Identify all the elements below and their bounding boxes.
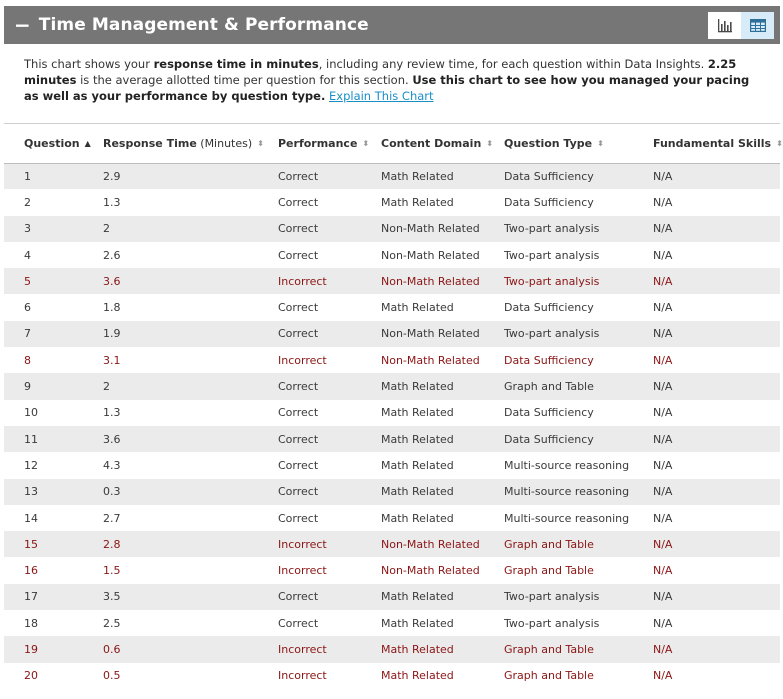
cell-fundamental-skills: N/A bbox=[653, 268, 780, 294]
table-row bbox=[4, 663, 780, 689]
cell-response-time: 3.5 bbox=[103, 584, 278, 610]
cell-question-number: 8 bbox=[24, 353, 31, 367]
desc-bold-1: response time in minutes bbox=[153, 57, 319, 71]
column-label: Response Time bbox=[103, 136, 197, 150]
column-label: Performance bbox=[278, 136, 358, 150]
cell-content-domain: Math Related bbox=[381, 479, 504, 505]
cell-fundamental-skills: N/A bbox=[653, 321, 780, 347]
column-header-content-domain[interactable] bbox=[381, 124, 504, 163]
cell-fundamental-skills: N/A bbox=[653, 301, 673, 315]
cell-response-time: 1.5 bbox=[103, 564, 121, 578]
cell-fundamental-skills: N/A bbox=[653, 636, 780, 662]
table-row bbox=[4, 373, 780, 399]
cell-question-type: Data Sufficiency bbox=[504, 195, 594, 209]
cell-question-type: Graph and Table bbox=[504, 373, 653, 399]
cell-performance: Correct bbox=[278, 426, 381, 452]
cell-content-domain: Math Related bbox=[381, 584, 504, 610]
cell-fundamental-skills: N/A bbox=[653, 353, 673, 367]
sort-icon[interactable]: ⬍ bbox=[597, 138, 604, 148]
cell-content-domain: Math Related bbox=[381, 426, 504, 452]
cell-content-domain: Math Related bbox=[381, 301, 454, 315]
table-row bbox=[4, 636, 780, 662]
table-row bbox=[4, 557, 780, 583]
view-toggle bbox=[708, 12, 774, 39]
cell-response-time: 1.3 bbox=[103, 195, 121, 209]
cell-content-domain: Non-Math Related bbox=[381, 216, 504, 242]
cell-performance: Correct bbox=[278, 163, 381, 189]
cell-performance: Correct bbox=[278, 511, 319, 525]
cell-performance: Incorrect bbox=[278, 531, 381, 557]
table-row bbox=[4, 163, 780, 189]
table-row bbox=[4, 400, 780, 426]
cell-response-time: 0.6 bbox=[103, 636, 278, 662]
cell-question-number: 9 bbox=[4, 373, 103, 399]
table-row bbox=[4, 479, 780, 505]
table-row bbox=[4, 321, 780, 347]
cell-response-time: 2.8 bbox=[103, 531, 278, 557]
table-row bbox=[4, 294, 780, 320]
cell-content-domain: Non-Math Related bbox=[381, 248, 480, 262]
cell-response-time: 3.1 bbox=[103, 353, 121, 367]
cell-response-time: 3.6 bbox=[103, 426, 278, 452]
cell-question-type: Multi-source reasoning bbox=[504, 458, 630, 472]
cell-response-time: 2.7 bbox=[103, 511, 121, 525]
column-header-performance[interactable] bbox=[278, 124, 381, 163]
cell-performance: Correct bbox=[278, 584, 381, 610]
column-label: Question Type bbox=[504, 136, 593, 150]
cell-performance: Correct bbox=[278, 458, 319, 472]
cell-performance: Correct bbox=[278, 373, 381, 399]
cell-content-domain: Math Related bbox=[381, 616, 454, 630]
cell-fundamental-skills: N/A bbox=[653, 564, 673, 578]
cell-question-type: Two-part analysis bbox=[504, 248, 600, 262]
cell-performance: Correct bbox=[278, 479, 381, 505]
cell-question-number: 1 bbox=[4, 163, 103, 189]
cell-fundamental-skills: N/A bbox=[653, 406, 673, 420]
cell-content-domain: Math Related bbox=[381, 373, 504, 399]
cell-response-time: 2.6 bbox=[103, 248, 121, 262]
table-row bbox=[4, 189, 780, 215]
cell-question-type: Data Sufficiency bbox=[504, 163, 653, 189]
cell-question-type: Graph and Table bbox=[504, 531, 653, 557]
cell-performance: Incorrect bbox=[278, 268, 381, 294]
table-row bbox=[4, 610, 780, 636]
column-label: Question bbox=[24, 136, 80, 150]
cell-question-type: Data Sufficiency bbox=[504, 406, 594, 420]
cell-response-time: 2 bbox=[103, 216, 278, 242]
cell-content-domain: Non-Math Related bbox=[381, 353, 480, 367]
cell-response-time: 3.6 bbox=[103, 268, 278, 294]
table-grid-icon bbox=[750, 19, 766, 32]
cell-question-number: 12 bbox=[24, 458, 38, 472]
table-body bbox=[4, 163, 780, 689]
sort-icon[interactable]: ⬍ bbox=[776, 138, 783, 148]
cell-performance: Correct bbox=[278, 406, 319, 420]
bar-chart-icon bbox=[717, 19, 733, 33]
explain-chart-link[interactable]: Explain This Chart bbox=[329, 89, 434, 103]
cell-question-type: Multi-source reasoning bbox=[504, 479, 653, 505]
cell-response-time: 1.8 bbox=[103, 301, 121, 315]
cell-content-domain: Non-Math Related bbox=[381, 531, 504, 557]
cell-performance: Correct bbox=[278, 301, 319, 315]
chart-description bbox=[24, 56, 764, 104]
cell-content-domain: Math Related bbox=[381, 458, 454, 472]
section-title: Time Management & Performance bbox=[38, 15, 369, 35]
sort-icon[interactable]: ⬍ bbox=[257, 138, 264, 148]
cell-response-time: 2.5 bbox=[103, 616, 121, 630]
table-row bbox=[4, 426, 780, 452]
cell-response-time: 2.9 bbox=[103, 163, 278, 189]
cell-fundamental-skills: N/A bbox=[653, 163, 780, 189]
cell-question-number: 13 bbox=[4, 479, 103, 505]
cell-question-number: 19 bbox=[4, 636, 103, 662]
column-unit: (Minutes) bbox=[196, 136, 253, 150]
cell-content-domain: Non-Math Related bbox=[381, 564, 480, 578]
cell-question-number: 10 bbox=[24, 406, 38, 420]
cell-question-type: Two-part analysis bbox=[504, 268, 653, 294]
column-header-response-time[interactable] bbox=[103, 124, 278, 163]
cell-question-type: Data Sufficiency bbox=[504, 353, 594, 367]
cell-fundamental-skills: N/A bbox=[653, 511, 673, 525]
cell-question-number: 16 bbox=[24, 564, 38, 578]
desc-text-3: is the average allotted time per question for this section. bbox=[76, 73, 413, 87]
cell-performance: Correct bbox=[278, 216, 381, 242]
cell-content-domain: Math Related bbox=[381, 406, 454, 420]
cell-question-number: 5 bbox=[4, 268, 103, 294]
cell-content-domain: Non-Math Related bbox=[381, 321, 504, 347]
sort-icon[interactable]: ⬍ bbox=[486, 138, 493, 148]
cell-question-number: 6 bbox=[24, 301, 31, 315]
cell-performance: Incorrect bbox=[278, 564, 327, 578]
cell-question-type: Two-part analysis bbox=[504, 584, 653, 610]
cell-fundamental-skills: N/A bbox=[653, 373, 780, 399]
cell-response-time: 2 bbox=[103, 373, 278, 399]
section-header[interactable] bbox=[4, 6, 780, 44]
column-header-fundamental-skills[interactable] bbox=[653, 124, 783, 163]
cell-response-time: 4.3 bbox=[103, 458, 121, 472]
cell-question-type: Multi-source reasoning bbox=[504, 511, 630, 525]
cell-question-number: 2 bbox=[24, 195, 31, 209]
collapse-icon[interactable]: − bbox=[14, 13, 31, 37]
cell-question-type: Graph and Table bbox=[504, 669, 594, 683]
cell-response-time: 1.9 bbox=[103, 321, 278, 347]
table-row bbox=[4, 242, 780, 268]
sort-ascending-icon[interactable]: ▲ bbox=[84, 138, 91, 148]
cell-question-number: 4 bbox=[24, 248, 31, 262]
cell-question-number: 7 bbox=[4, 321, 103, 347]
cell-question-type: Graph and Table bbox=[504, 636, 653, 662]
cell-content-domain: Math Related bbox=[381, 163, 504, 189]
table-row bbox=[4, 347, 780, 373]
column-header-question-type[interactable] bbox=[504, 124, 653, 163]
cell-fundamental-skills: N/A bbox=[653, 426, 780, 452]
cell-question-number: 18 bbox=[24, 616, 38, 630]
table-row bbox=[4, 268, 780, 294]
cell-question-type: Two-part analysis bbox=[504, 321, 653, 347]
cell-question-number: 14 bbox=[24, 511, 38, 525]
table-row bbox=[4, 505, 780, 531]
table-row bbox=[4, 531, 780, 557]
cell-question-type: Two-part analysis bbox=[504, 616, 600, 630]
cell-performance: Correct bbox=[278, 248, 319, 262]
cell-question-number: 15 bbox=[4, 531, 103, 557]
table-row bbox=[4, 584, 780, 610]
cell-question-number: 11 bbox=[4, 426, 103, 452]
cell-content-domain: Non-Math Related bbox=[381, 268, 504, 294]
cell-question-number: 17 bbox=[4, 584, 103, 610]
cell-question-type: Graph and Table bbox=[504, 564, 594, 578]
cell-response-time: 1.3 bbox=[103, 406, 121, 420]
cell-performance: Incorrect bbox=[278, 636, 381, 662]
desc-bold-2: 2.25 minutes bbox=[24, 57, 737, 87]
cell-fundamental-skills: N/A bbox=[653, 458, 673, 472]
cell-fundamental-skills: N/A bbox=[653, 195, 673, 209]
cell-response-time: 0.5 bbox=[103, 669, 121, 683]
desc-bold-3: Use this chart to see how you managed your pacing as well as your performance by question type. bbox=[24, 73, 750, 103]
desc-text-1: This chart shows your bbox=[24, 57, 154, 71]
table-row bbox=[4, 216, 780, 242]
cell-performance: Correct bbox=[278, 321, 381, 347]
cell-fundamental-skills: N/A bbox=[653, 616, 673, 630]
cell-content-domain: Math Related bbox=[381, 636, 504, 662]
cell-question-number: 3 bbox=[4, 216, 103, 242]
cell-fundamental-skills: N/A bbox=[653, 584, 780, 610]
cell-fundamental-skills: N/A bbox=[653, 669, 673, 683]
cell-performance: Correct bbox=[278, 616, 319, 630]
cell-content-domain: Math Related bbox=[381, 195, 454, 209]
performance-table bbox=[4, 124, 783, 689]
column-label: Fundamental Skills bbox=[653, 136, 772, 150]
cell-performance: Incorrect bbox=[278, 353, 327, 367]
column-label: Content Domain bbox=[381, 136, 482, 150]
cell-question-type: Data Sufficiency bbox=[504, 426, 653, 452]
cell-performance: Incorrect bbox=[278, 669, 327, 683]
cell-fundamental-skills: N/A bbox=[653, 479, 780, 505]
table-row bbox=[4, 452, 780, 478]
cell-question-type: Two-part analysis bbox=[504, 216, 653, 242]
cell-content-domain: Math Related bbox=[381, 511, 454, 525]
cell-fundamental-skills: N/A bbox=[653, 531, 780, 557]
cell-content-domain: Math Related bbox=[381, 669, 454, 683]
cell-fundamental-skills: N/A bbox=[653, 216, 780, 242]
cell-question-number: 20 bbox=[24, 669, 38, 683]
desc-text-2: , including any review time, for each question within Data Insights. bbox=[318, 57, 708, 71]
table-header-row bbox=[4, 124, 780, 163]
sort-icon[interactable]: ⬍ bbox=[362, 138, 370, 148]
cell-response-time: 0.3 bbox=[103, 479, 278, 505]
cell-question-type: Data Sufficiency bbox=[504, 301, 594, 315]
column-header-question[interactable] bbox=[4, 124, 103, 163]
cell-performance: Correct bbox=[278, 195, 319, 209]
chart-view-button[interactable] bbox=[708, 12, 741, 39]
table-view-button[interactable] bbox=[741, 12, 774, 39]
cell-fundamental-skills: N/A bbox=[653, 248, 673, 262]
